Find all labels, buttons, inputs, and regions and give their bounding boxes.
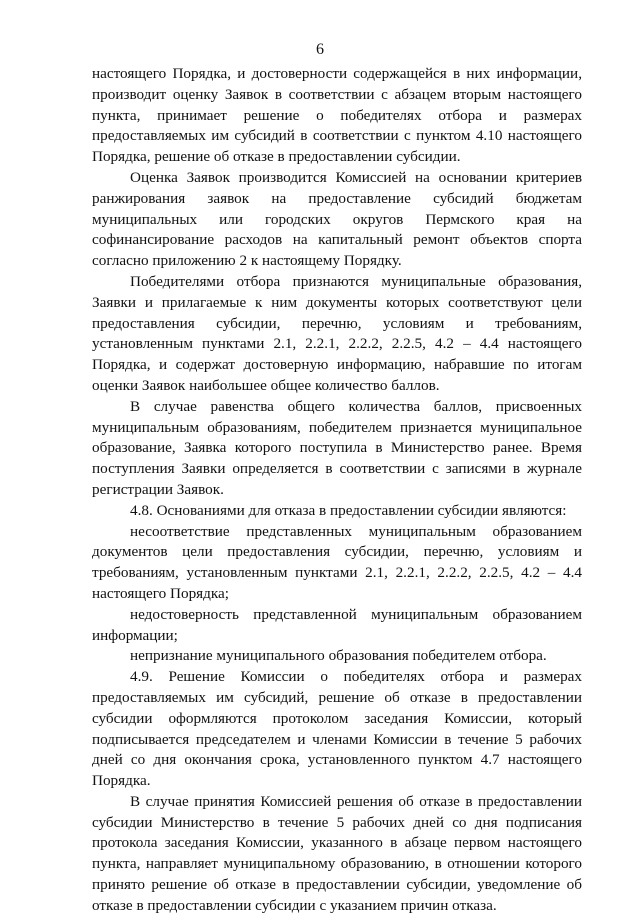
paragraph-equal-score: В случае равенства общего количества баллов, присвоенных муниципальным образованиям, победителем признается муниципальное образование, Заявка которого поступила в Министерство ранее. Время поступления Заявки определяется в соответствии с записями в журнале регистрации Заявок. [92,397,582,498]
paragraph-not-winner: непризнание муниципального образования победителем отбора. [130,647,547,665]
document-body [92,64,582,917]
paragraph-refusal-notice: В случае принятия Комиссией решения об отказе в предоставлении субсидии Министерство в течение 5 рабочих дней со дня подписания протокола заседания Комиссии, указанного в абзаце первом настоящего пункта, направляет муниципальному образованию, в отношении которого принято решение об отказе в предоставлении субсидии, уведомление об отказе в предоставлении субсидии с указанием причин отказа. [92,792,582,914]
paragraph-mismatch: несоответствие представленных муниципальным образованием документов цели предоставления субсидии, перечню, условиям и требованиям, установленным пунктами 2.1, 2.2.1, 2.2.2, 2.2.5, 4.2 – 4.4 настоящего Порядка; [92,522,582,602]
paragraph-winners: Победителями отбора признаются муниципальные образования, Заявки и прилагаемые к ним документы которых соответствуют цели предоставления субсидии, перечню, условиям и требованиям, установленным пунктами 2.1, 2.2.1, 2.2.2, 2.2.5, 4.2 – 4.4 настоящего Порядка, и содержат достоверную информацию, набравшие по итогам оценки Заявок наибольшее общее количество баллов. [92,272,582,394]
paragraph-4-9: 4.9. Решение Комиссии о победителях отбора и размерах предоставляемых им субсидий, решение об отказе в предоставлении субсидии оформляются протоколом заседания Комиссии, который подписывается председателем и членами Комиссии в течение 5 рабочих дней со дня окончания срока, установленного пунктом 4.7 настоящего Порядка. [92,668,582,790]
paragraph-4-8-heading: 4.8. Основаниями для отказа в предоставлении субсидии являются: [130,501,567,519]
page-number: 6 [316,41,324,58]
paragraph-continuation: настоящего Порядка, и достоверности содержащейся в них информации, производит оценку Заявок в соответствии с абзацем вторым настоящего пункта, принимает решение о победителях отбора и размерах предоставляемых им субсидий в соответствии с пунктом 4.10 настоящего Порядка, решение об отказе в предоставлении субсидии. [92,65,582,166]
paragraph-inaccuracy: недостоверность представленной муниципальным образованием информации; [92,605,582,644]
paragraph-evaluation: Оценка Заявок производится Комиссией на основании критериев ранжирования заявок на предоставление субсидий бюджетам муниципальных или городских округов Пермского края на софинансирование расходов на капитальный ремонт объектов спорта согласно приложению 2 к настоящему Порядку. [92,168,582,270]
